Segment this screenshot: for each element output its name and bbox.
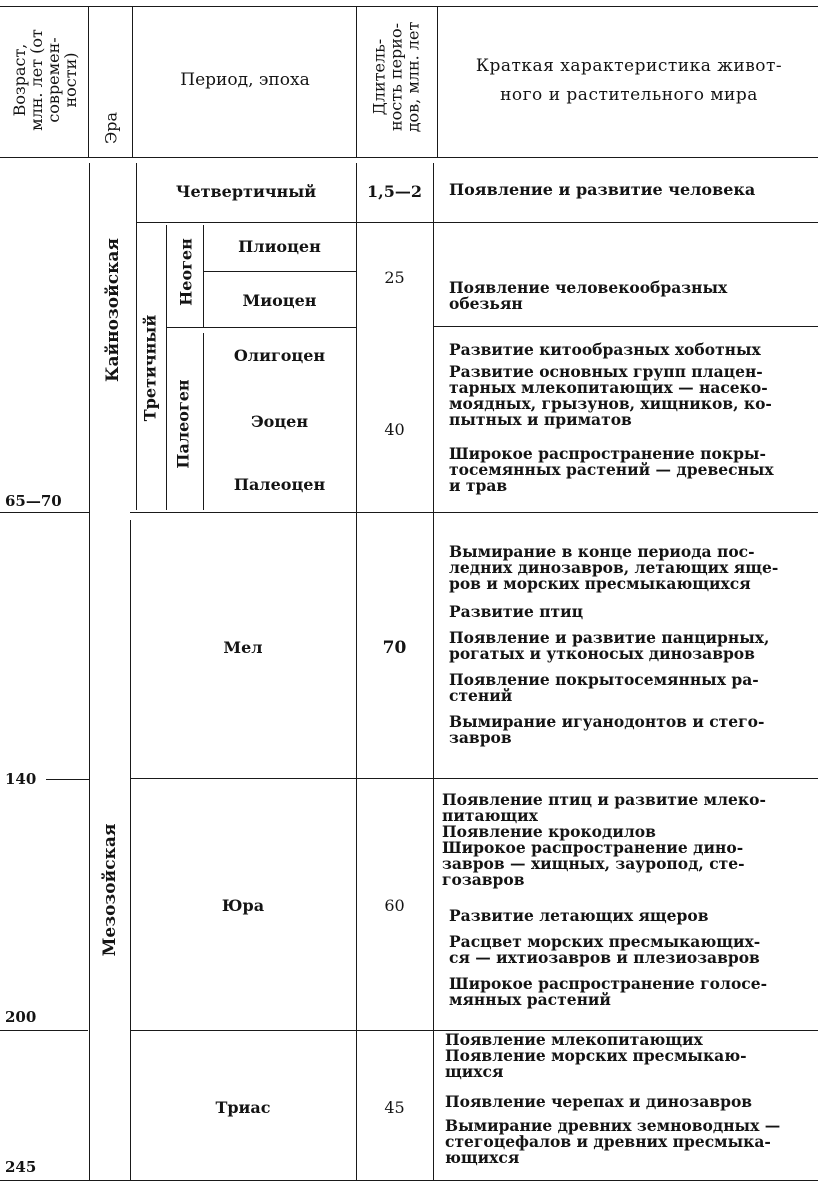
period-cretaceous: Мел: [223, 638, 263, 657]
desc-jurassic-1: Появление птиц и развитие млеко- питающих Появление крокодилов Широкое распространение дино- завров — хищных, зауропод, сте- гозавров: [442, 790, 766, 889]
duration-paleogene: 40: [384, 420, 405, 439]
age-140: 140: [5, 770, 37, 788]
desc-jurassic-3: Расцвет морских пресмыкающих- ся — ихтиозавров и плезиозавров: [449, 932, 761, 967]
neogene-rule-left: [166, 327, 356, 328]
period-paleocene: Палеоцен: [233, 475, 326, 494]
age-tick-65: [0, 512, 90, 513]
header-era: Эра: [101, 111, 121, 145]
subdiv-paleogene: Палеоген: [173, 379, 193, 469]
duration-jurassic: 60: [384, 896, 405, 915]
duration-cretaceous: 70: [382, 638, 407, 658]
desc-triassic-3: Вымирание древних земноводных — стегоцефалов и древних пресмыка- ющихся: [445, 1116, 781, 1167]
quaternary-rule: [136, 222, 818, 223]
age-tick-200: [0, 1030, 88, 1031]
duration-neogene: 25: [384, 268, 405, 287]
age-245: 245: [5, 1158, 37, 1176]
subdiv-tertiary: Третичный: [140, 314, 160, 422]
desc-jurassic-2: Развитие летающих ящеров: [449, 906, 709, 925]
era-col-left: [89, 163, 90, 1180]
table-bottom-rule: [0, 1180, 818, 1181]
era-col-right-mesozoic: [130, 520, 131, 1180]
period-pliocene: Плиоцен: [238, 237, 321, 256]
header-period: Период, эпоха: [180, 70, 310, 90]
era-mesozoic: Мезозойская: [100, 823, 120, 957]
desc-quaternary: Появление и развитие человека: [449, 180, 756, 199]
header-age: Возраст, млн. лет (от современ- ности): [10, 29, 80, 131]
subdiv-neogene: Неоген: [176, 238, 196, 306]
age-65-70: 65—70: [5, 492, 62, 510]
era-col-right-cenozoic: [136, 163, 137, 510]
cretaceous-rule: [130, 778, 818, 779]
header-divider-3: [356, 6, 357, 157]
desc-cretaceous-2: Развитие птиц: [449, 602, 584, 621]
header-divider-2: [132, 6, 133, 157]
desc-jurassic-4: Широкое распространение голосе- мянных растений: [449, 974, 768, 1009]
duration-quaternary: 1,5—2: [367, 182, 422, 201]
desc-paleogene-2: Развитие основных групп плацен- тарных млекопитающих — насеко- моядных, грызунов, хищников, ко- пытных и приматов: [449, 362, 772, 429]
desc-paleogene-3: Широкое распространение покры- тосемянных растений — древесных и трав: [449, 444, 774, 495]
duration-col-right: [433, 163, 434, 1180]
pliocene-rule: [203, 271, 356, 272]
table-top-rule: [0, 6, 818, 7]
neogene-rule-right: [433, 326, 818, 327]
desc-paleogene-1: Развитие китообразных хоботных: [449, 340, 761, 359]
desc-cretaceous-1: Вымирание в конце периода пос- ледних динозавров, летающих яще- ров и морских пресмыкающихся: [449, 542, 779, 593]
desc-neogene: Появление человекообразных обезьян: [449, 278, 728, 313]
header-bottom-rule: [0, 157, 818, 158]
header-divider-1: [88, 6, 89, 157]
period-triassic: Триас: [215, 1098, 271, 1117]
desc-cretaceous-3: Появление и развитие панцирных, рогатых и утконосых динозавров: [449, 628, 770, 663]
age-200: 200: [5, 1008, 37, 1026]
header-duration: Длитель- ность перио- дов, млн. лет: [369, 21, 423, 133]
desc-triassic-1: Появление млекопитающих Появление морских пресмыкаю- щихся: [445, 1030, 747, 1081]
header-description: Краткая характеристика живот- ного и растительного мира: [475, 56, 783, 105]
duration-triassic: 45: [384, 1098, 405, 1117]
era-cenozoic: Кайнозойская: [103, 238, 123, 382]
mesozoic-start-rule: [130, 512, 818, 513]
period-oligocene: Олигоцен: [233, 346, 326, 365]
duration-col-left: [356, 163, 357, 1180]
period-eocene: Эоцен: [250, 412, 309, 431]
tertiary-col-right: [166, 225, 167, 510]
period-miocene: Миоцен: [242, 291, 317, 310]
period-quaternary: Четвертичный: [175, 182, 317, 201]
age-tick-140: [46, 779, 90, 780]
period-jurassic: Юра: [221, 896, 265, 915]
header-divider-4: [437, 6, 438, 157]
desc-cretaceous-4: Появление покрытосемянных ра- стений: [449, 670, 759, 705]
desc-triassic-2: Появление черепах и динозавров: [445, 1092, 753, 1111]
desc-cretaceous-5: Вымирание игуанодонтов и стего- завров: [449, 712, 765, 747]
